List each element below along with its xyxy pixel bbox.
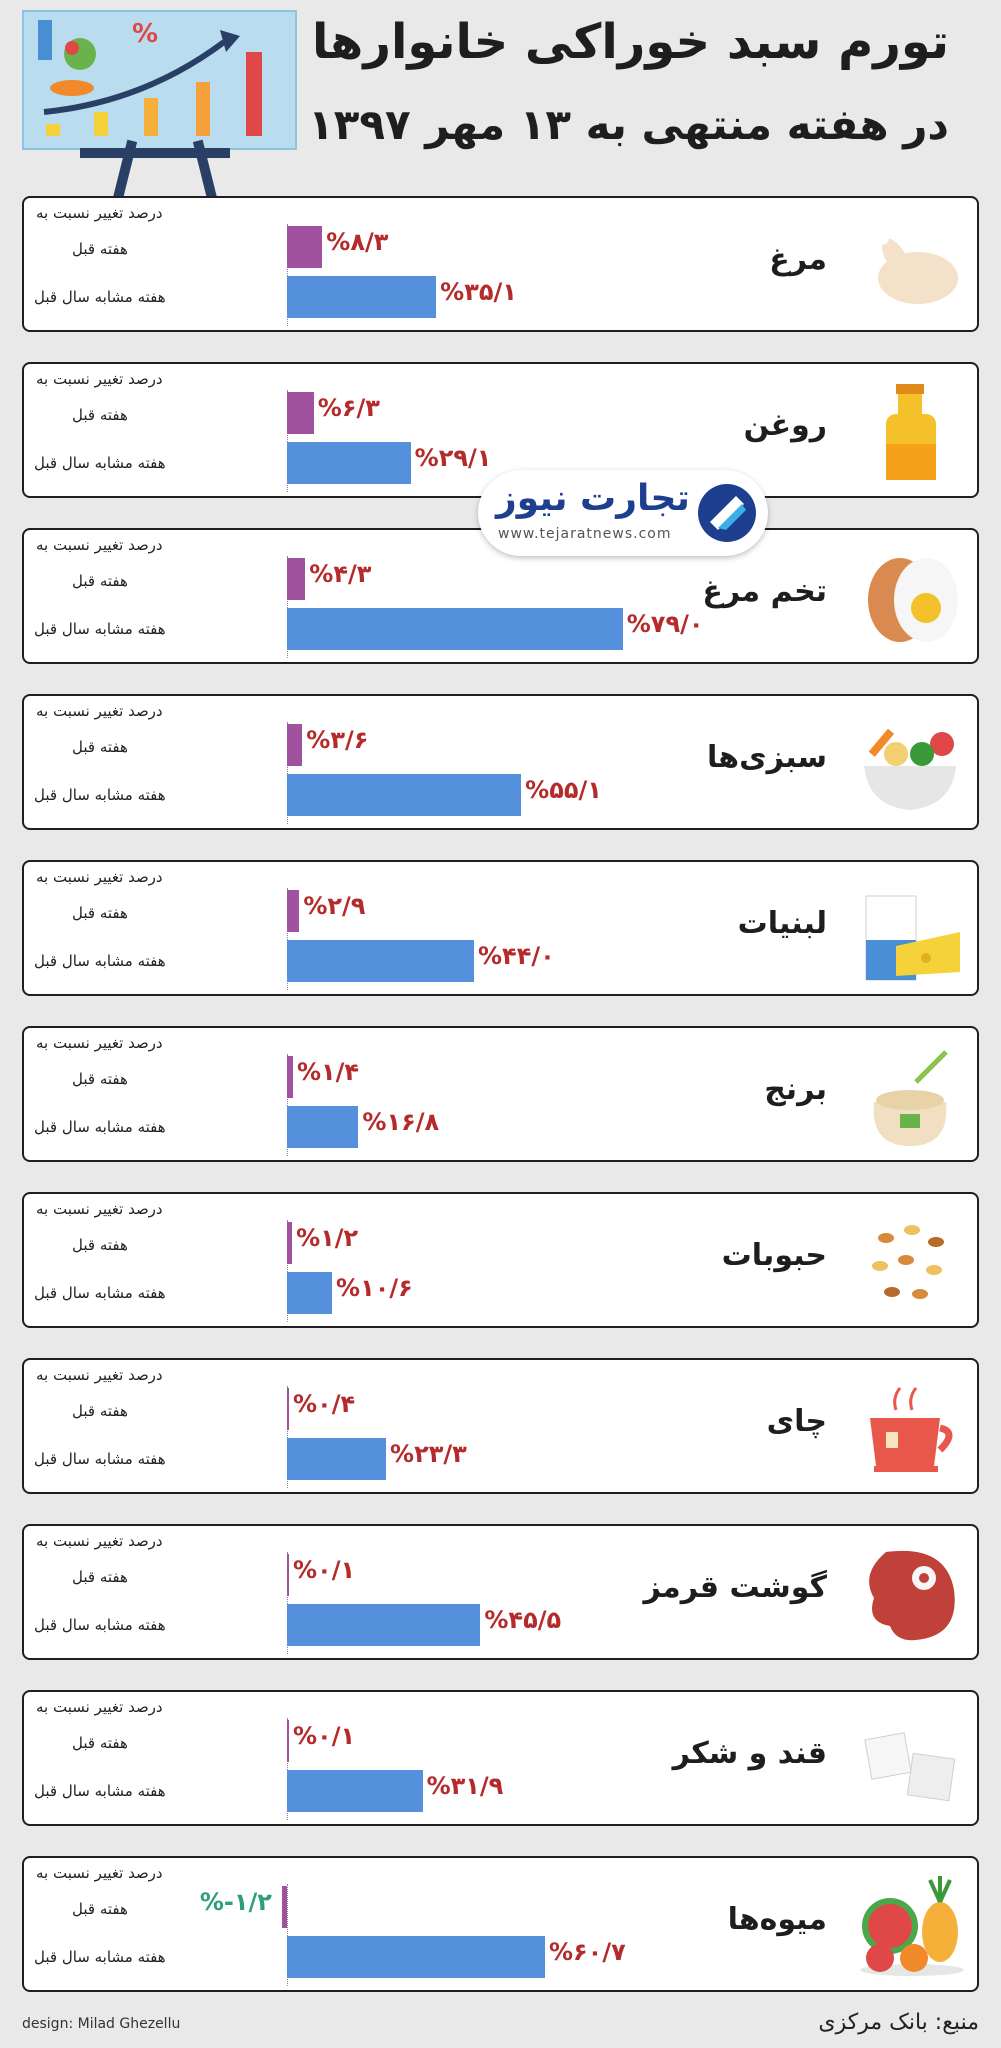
category-name: روغن [743,408,827,443]
row-label-week: هفته قبل [72,406,128,424]
row-label-week: هفته قبل [72,240,128,258]
bar-week [287,890,299,932]
data-label-year: %۳۱/۹ [426,1772,504,1800]
data-label-week: %۰/۱ [293,1722,356,1750]
bar-year [287,1936,545,1978]
row-heading-label: درصد تغییر نسبت به [36,868,163,886]
bar-year [287,774,521,816]
row-heading-label: درصد تغییر نسبت به [36,204,163,222]
data-label-week: %۳/۶ [306,726,369,754]
design-credit: design: Milad Ghezellu [22,2016,181,2032]
category-card [22,1192,979,1328]
row-label-week: هفته قبل [72,1900,128,1918]
bar-year [287,1438,386,1480]
category-name: حبوبات [721,1238,827,1273]
category-name: مرغ [769,242,827,277]
row-label-week: هفته قبل [72,738,128,756]
bar-year [287,1106,358,1148]
red-meat-icon [856,1540,964,1648]
bar-year [287,442,411,484]
bar-year [287,276,436,318]
category-card [22,196,979,332]
data-label-week: %۱/۲ [296,1224,359,1252]
growth-chart-icon [24,12,295,148]
row-heading-label: درصد تغییر نسبت به [36,1366,163,1384]
row-label-year: هفته مشابه سال قبل [34,454,166,472]
data-label-week: %۸/۳ [326,228,389,256]
tea-cup-icon [856,1374,964,1482]
publisher-logo [478,470,768,556]
bar-week [287,1554,289,1596]
page-subtitle: در هفته منتهی به ۱۳ مهر ۱۳۹۷ [308,100,949,149]
data-label-year: %۷۹/۰ [626,610,704,638]
sugar-cubes-icon [856,1706,964,1814]
category-card [22,860,979,996]
logo-url: www.tejaratnews.com [498,526,672,542]
row-heading-label: درصد تغییر نسبت به [36,1864,163,1882]
category-card [22,1690,979,1826]
data-label-week: %۰/۴ [293,1390,356,1418]
row-label-week: هفته قبل [72,1734,128,1752]
bar-week [287,392,314,434]
category-name: قند و شکر [672,1736,827,1771]
rice-sack-icon [856,1042,964,1150]
bar-week [287,724,302,766]
bar-week [287,1056,293,1098]
data-label-year: %۲۹/۱ [414,444,492,472]
oil-bottle-icon [856,378,964,486]
easel-crossbar [80,148,230,158]
data-label-week: %۶/۳ [317,394,380,422]
bar-year [287,1272,332,1314]
row-label-year: هفته مشابه سال قبل [34,1948,166,1966]
row-label-year: هفته مشابه سال قبل [34,288,166,306]
chart-board-illustration [22,10,297,150]
bar-week [287,1388,289,1430]
row-label-week: هفته قبل [72,1568,128,1586]
category-card [22,1856,979,1992]
egg-icon [856,544,964,652]
row-heading-label: درصد تغییر نسبت به [36,370,163,388]
page-title: تورم سبد خوراکی خانوارها [312,14,949,70]
data-label-year: %۳۵/۱ [440,278,517,306]
row-label-week: هفته قبل [72,1070,128,1088]
data-label-year: %۱۰/۶ [336,1274,413,1302]
beans-icon [856,1208,964,1316]
data-label-year: %۲۳/۳ [390,1440,467,1468]
bar-week [282,1886,287,1928]
category-name: لبنیات [737,906,827,941]
data-label-year: %۶۰/۷ [548,1938,626,1966]
category-card [22,1358,979,1494]
category-card [22,1026,979,1162]
header [0,0,1001,190]
row-heading-label: درصد تغییر نسبت به [36,536,163,554]
row-label-year: هفته مشابه سال قبل [34,786,166,804]
row-heading-label: درصد تغییر نسبت به [36,1698,163,1716]
category-name: چای [766,1404,827,1439]
row-heading-label: درصد تغییر نسبت به [36,1034,163,1052]
data-label-year: %۴۵/۵ [484,1606,562,1634]
bar-week [287,1222,292,1264]
vegetable-bowl-icon [856,710,964,818]
category-card [22,694,979,830]
data-label-week: %۰/۱ [293,1556,356,1584]
data-label-year: %۴۴/۰ [478,942,555,970]
bar-week [287,226,322,268]
logo-name: تجارت نیوز [496,478,690,519]
row-label-week: هفته قبل [72,1236,128,1254]
logo-mark-icon [696,482,758,544]
dairy-icon [856,876,964,984]
chicken-icon [856,212,964,320]
row-label-year: هفته مشابه سال قبل [34,1782,166,1800]
row-label-year: هفته مشابه سال قبل [34,1118,166,1136]
row-label-week: هفته قبل [72,1402,128,1420]
data-label-week: %۲/۹ [303,892,366,920]
bar-year [287,1770,423,1812]
row-heading-label: درصد تغییر نسبت به [36,1200,163,1218]
svg-text:%: % [132,19,159,49]
row-heading-label: درصد تغییر نسبت به [36,1532,163,1550]
bar-week [287,1720,289,1762]
data-label-year: %۵۵/۱ [525,776,602,804]
bar-year [287,608,623,650]
category-name: برنج [764,1072,827,1107]
row-label-year: هفته مشابه سال قبل [34,1450,166,1468]
row-label-year: هفته مشابه سال قبل [34,952,166,970]
fruits-icon [856,1872,964,1980]
row-label-year: هفته مشابه سال قبل [34,1616,166,1634]
category-name: سبزی‌ها [707,740,827,775]
row-label-year: هفته مشابه سال قبل [34,620,166,638]
row-label-week: هفته قبل [72,572,128,590]
source-credit: منبع: بانک مرکزی [818,2010,979,2035]
data-label-week: %۱/۴ [296,1058,360,1086]
row-label-year: هفته مشابه سال قبل [34,1284,166,1302]
row-label-week: هفته قبل [72,904,128,922]
category-name: میوه‌ها [727,1902,827,1937]
bar-week [287,558,305,600]
category-name: تخم مرغ [702,574,827,609]
category-name: گوشت قرمز [643,1570,827,1605]
data-label-week: %-۱/۲ [199,1888,272,1916]
row-heading-label: درصد تغییر نسبت به [36,702,163,720]
bar-year [287,940,474,982]
data-label-week: %۴/۳ [309,560,372,588]
category-card [22,1524,979,1660]
bar-year [287,1604,480,1646]
data-label-year: %۱۶/۸ [362,1108,440,1136]
